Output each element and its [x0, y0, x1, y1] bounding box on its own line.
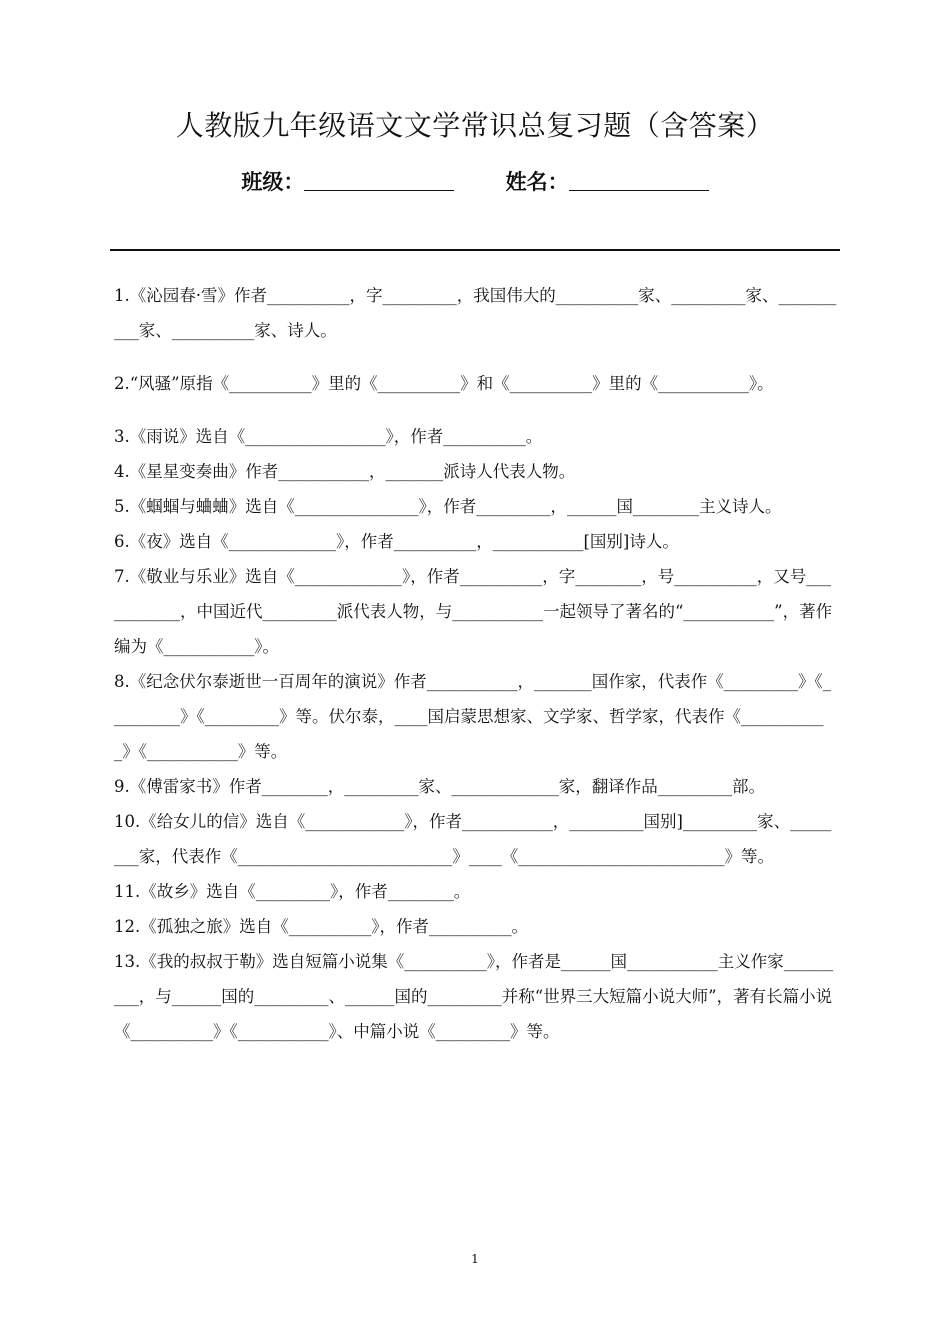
question-11: 11.《故乡》选自《_________》，作者________。: [114, 882, 471, 901]
question-3: 3.《雨说》选自《_________________》，作者__________。: [114, 427, 543, 446]
question-5: 5.《蝈蝈与蛐蛐》选自《_______________》，作者_________，______国________主义诗人。: [114, 497, 782, 516]
question-2: 2.“风骚”原指《__________》里的《__________》和《__________》里的《___________》。: [114, 374, 774, 393]
question-10: 10.《给女儿的信》选自《____________》，作者___________，_________国别]_________家、________家，代表作《__________________________》____《_________________________》等。: [114, 812, 832, 866]
name-field: [506, 166, 709, 196]
question-6: 6.《夜》选自《_____________》，作者__________，___________[国别]诗人。: [114, 532, 679, 551]
class-blank[interactable]: [304, 168, 454, 191]
question-list: [114, 278, 838, 1049]
page-title: 人教版九年级语文文学常识总复习题（含答案）: [175, 109, 775, 142]
question-9: 9.《傅雷家书》作者________，_________家、_____________家，翻译作品_________部。: [114, 777, 765, 796]
class-field: [241, 166, 454, 196]
name-blank[interactable]: [569, 168, 709, 191]
question-7: 7.《敬业与乐业》选自《_____________》，作者__________，字________，号__________，又号___________，中国近代_________派代表人物，与___________一起领导了著名的“___________”，著作编为《___________》。: [114, 567, 833, 656]
page-number: 1: [471, 1252, 479, 1266]
header-divider: [110, 249, 840, 251]
question-4: 4.《星星变奏曲》作者___________，_______派诗人代表人物。: [114, 462, 576, 481]
class-label: 班级：: [241, 170, 305, 194]
question-12: 12.《孤独之旅》选自《__________》，作者__________。: [114, 917, 528, 936]
question-13: 13.《我的叔叔于勒》选自短篇小说集《__________》，作者是______国___________主义作家_________，与______国的_________、______国的_________并称“世界三大短篇小说大师”，著有长篇小说《__________》《___________》、中篇小说《_________》等。: [114, 952, 834, 1041]
question-8: 8.《纪念伏尔泰逝世一百周年的演说》作者___________，_______国作家，代表作《_________》《_________》《_________》等。伏尔泰，____国启蒙思想家、文学家、哲学家，代表作《___________》《___________》等。: [114, 672, 831, 761]
question-1: 1.《沁园春·雪》作者__________，字_________，我国伟大的__________家、_________家、__________家、__________家、诗人。: [114, 286, 837, 340]
student-info: [0, 166, 950, 196]
name-label: 姓名：: [505, 170, 569, 194]
